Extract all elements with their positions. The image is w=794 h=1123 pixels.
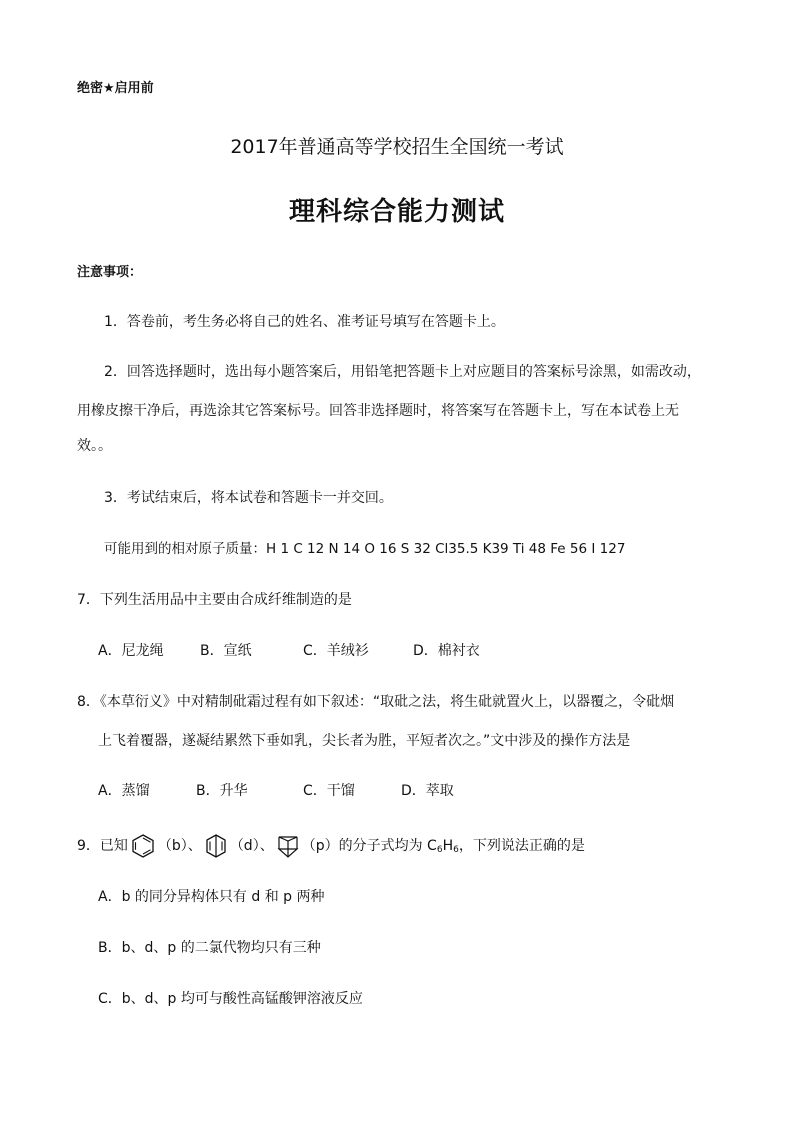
question-7-option-a: A．尼龙绳 — [98, 643, 164, 659]
question-9-prefix: 9．已知 — [77, 838, 128, 854]
dewar-benzene-structure-icon — [204, 833, 228, 859]
benzene-structure-icon — [130, 833, 156, 859]
question-9-stem — [77, 833, 585, 862]
question-9-option-a: A．b 的同分异构体只有 d 和 p 两种 — [98, 889, 325, 905]
formula-subscript-h: 6 — [453, 845, 459, 855]
question-9-label-d: （d）、 — [229, 838, 274, 854]
exam-title: 2017年普通高等学校招生全国统一考试 — [230, 136, 564, 158]
question-9-option-c: C．b、d、p 均可与酸性高锰酸钾溶液反应 — [98, 991, 363, 1007]
formula-hydrogen: H — [442, 838, 454, 854]
formula-subscript-c: 6 — [436, 845, 443, 855]
question-9-label-p: （p）的分子式均为 C — [301, 838, 437, 854]
confidential-label: 绝密★启用前 — [77, 81, 154, 96]
question-8-option-b: B．升华 — [196, 783, 248, 799]
question-9-suffix: ，下列说法正确的是 — [458, 838, 585, 854]
question-9-option-b: B．b、d、p 的二氯代物均只有三种 — [98, 940, 321, 956]
question-8-option-c: C．干馏 — [303, 783, 355, 799]
notice-heading: 注意事项： — [77, 265, 143, 280]
subject-title: 理科综合能力测试 — [288, 197, 505, 227]
notice-item-1: 1．答卷前，考生务必将自己的姓名、准考证号填写在答题卡上。 — [104, 314, 505, 330]
question-8-option-a: A．蒸馏 — [98, 783, 150, 799]
notice-item-2-line-2: 用橡皮擦干净后，再选涂其它答案标号。回答非选择题时，将答案写在答题卡上，写在本试卷上无 — [77, 403, 679, 419]
question-8-stem-line-1: 8．《本草衍义》中对精制砒霜过程有如下叙述：“取砒之法，将生砒就置火上，以器覆之，令砒烟 — [77, 694, 675, 710]
notice-item-2-line-1: 2．回答选择题时，选出每小题答案后，用铅笔把答题卡上对应题目的答案标号涂黑，如需改动， — [104, 364, 701, 380]
question-8-options — [98, 782, 454, 800]
notice-item-3: 3．考试结束后，将本试卷和答题卡一并交回。 — [104, 490, 393, 506]
question-8-stem-line-2: 上飞着覆器，遂凝结累然下垂如乳，尖长者为胜，平短者次之。”文中涉及的操作方法是 — [98, 733, 631, 749]
question-7-option-c: C．羊绒衫 — [303, 643, 369, 659]
question-7-option-d: D．棉衬衣 — [413, 643, 480, 659]
question-7-stem: 7．下列生活用品中主要由合成纤维制造的是 — [77, 592, 352, 608]
notice-item-2-line-3: 效。。 — [77, 438, 112, 454]
question-9-label-b: （b）、 — [157, 838, 202, 854]
atomic-mass-list: 可能用到的相对原子质量：H 1 C 12 N 14 O 16 S 32 Cl35.5 K39 Ti 48 Fe 56 I 127 — [104, 541, 626, 557]
prismane-structure-icon — [276, 833, 300, 859]
question-7-option-b: B．宣纸 — [200, 643, 252, 659]
question-8-option-d: D．萃取 — [401, 783, 454, 799]
question-7-options — [98, 642, 480, 660]
